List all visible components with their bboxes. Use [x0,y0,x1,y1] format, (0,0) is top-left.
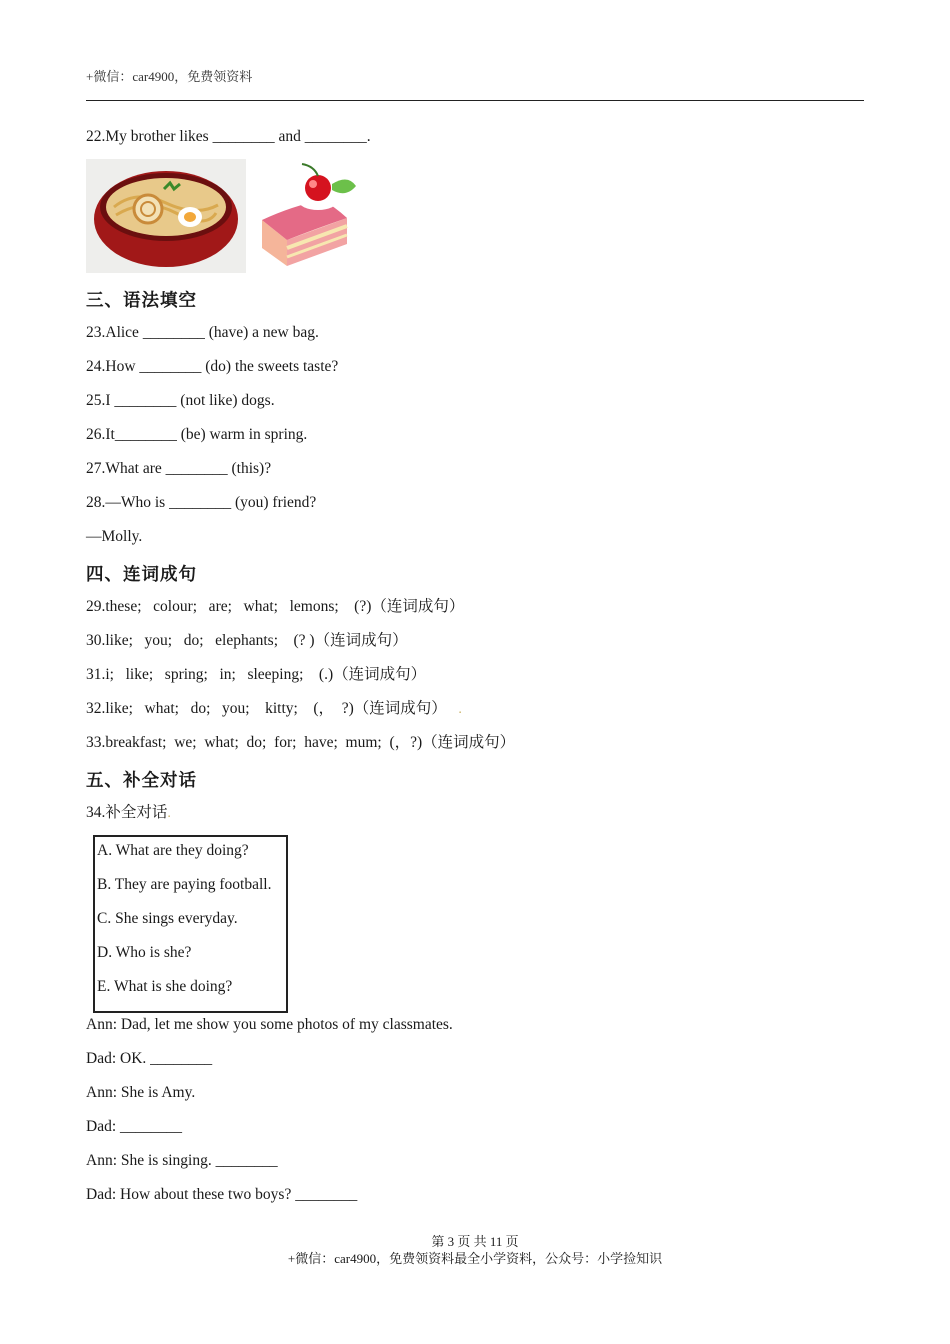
header-divider [86,100,864,101]
dialogue-line: Dad: How about these two boys? ________ [86,1186,358,1203]
dialogue-line: Ann: She is singing. ________ [86,1152,278,1169]
option-a: A. What are they doing? [97,842,249,859]
page-header: +微信：car4900，免费领资料 [86,69,253,84]
question-28: 28.—Who is ________ (you) friend? [86,494,317,511]
section-5-title: 五、补全对话 [86,771,197,791]
option-b: B. They are paying football. [97,876,272,893]
question-29: 29.these; colour; are; what; lemons; (?)（连词成句） [86,598,465,615]
question-23: 23.Alice ________ (have) a new bag. [86,324,319,341]
question-30: 30.like; you; do; elephants; (? )（连词成句） [86,632,408,649]
question-34-text: 34.补全对话 [86,804,168,821]
footer-note: +微信：car4900，免费领资料最全小学资料，公众号：小学捡知识 [287,1251,663,1266]
question-34 [86,803,171,824]
decorative-dot: . [167,806,171,821]
dialogue-line: Dad: ________ [86,1118,183,1135]
dialogue-line: Ann: She is Amy. [86,1084,196,1101]
question-31: 31.i; like; spring; in; sleeping; (.)（连词成句） [86,666,427,683]
question-22: 22.My brother likes ________ and ________. [86,128,371,145]
cake-slice-image [252,160,360,272]
question-25: 25.I ________ (not like) dogs. [86,392,275,409]
question-33: 33.breakfast; we; what; do; for; have; mum; (，?)（连词成句） [86,734,516,751]
decorative-dot: . [458,702,462,717]
section-4-title: 四、连词成句 [86,565,197,585]
question-24: 24.How ________ (do) the sweets taste? [86,358,339,375]
noodle-bowl-image [86,159,246,273]
question-27: 27.What are ________ (this)? [86,460,272,477]
dialogue-line: Ann: Dad, let me show you some photos of my classmates. [86,1016,453,1033]
question-26: 26.It________ (be) warm in spring. [86,426,308,443]
question-32-text: 32.like; what; do; you; kitty; (， ?)（连词成句） [86,700,447,717]
option-c: C. She sings everyday. [97,910,238,927]
section-3-title: 三、语法填空 [86,291,197,311]
question-32 [86,699,462,720]
options-box [93,835,288,1013]
page-number: 第 3 页 共 11 页 [431,1234,519,1249]
option-e: E. What is she doing? [97,978,233,995]
question-28-answer: —Molly. [86,528,143,545]
option-d: D. Who is she? [97,944,192,961]
dialogue-line: Dad: OK. ________ [86,1050,213,1067]
